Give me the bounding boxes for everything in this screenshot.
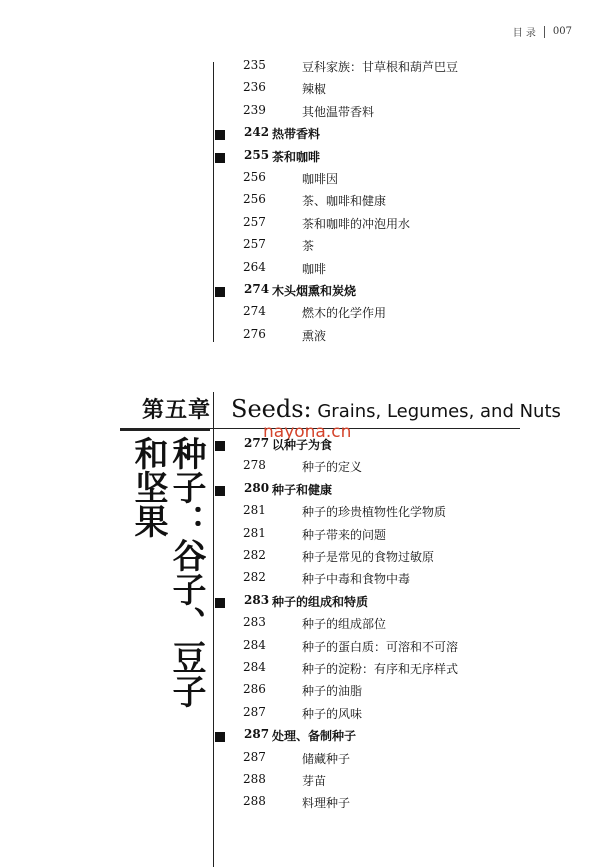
section-bullet-icon [215, 732, 225, 742]
toc-entry-title: 种子是常见的食物过敏原 [302, 550, 435, 564]
toc-entry-title: 芽苗 [302, 774, 327, 788]
toc-entry-title: 豆科家族：甘草根和葫芦巴豆 [302, 60, 459, 74]
toc-entry-title: 茶和咖啡 [272, 149, 321, 164]
toc-entry-title: 以种子为食 [272, 438, 333, 452]
toc-entry [0, 682, 612, 704]
toc-entry-title: 储藏种子 [302, 751, 351, 766]
toc-page-number: 281 [243, 503, 266, 518]
toc-entry-title: 种子中毒和食物中毒 [302, 572, 411, 587]
toc-section-entry [0, 593, 612, 615]
toc-page-number: 257 [243, 237, 266, 252]
toc-page-number: 264 [243, 259, 266, 274]
toc-page-number: 282 [243, 570, 266, 585]
toc-page-number: 284 [243, 660, 266, 674]
toc-entry-title: 种子的蛋白质：可溶和不可溶 [302, 639, 459, 654]
toc-page-number: 242 [244, 125, 270, 140]
header-divider [544, 26, 545, 38]
chapter-title-zh-col2: 和坚果 [128, 436, 168, 538]
toc-page-number: 287 [243, 749, 266, 764]
toc-section-entry [0, 727, 612, 749]
toc-page-number: 282 [243, 548, 266, 562]
toc-entry [0, 170, 612, 192]
toc-entry-title: 种子的组成和特质 [272, 594, 369, 609]
toc-entry [0, 80, 612, 102]
toc-page-number: 283 [243, 615, 266, 630]
toc-entry-title: 种子和健康 [272, 482, 333, 497]
toc-page-number: 284 [243, 637, 266, 652]
toc-entry-title: 种子带来的问题 [302, 527, 387, 542]
toc-page-number: 278 [243, 458, 266, 473]
toc-section-entry [0, 148, 612, 170]
toc-entry-title: 茶和咖啡的冲泡用水 [302, 216, 411, 231]
toc-entry [0, 772, 612, 794]
toc-entry [0, 192, 612, 214]
toc-entry [0, 458, 612, 480]
toc-entry-title: 茶 [302, 239, 315, 254]
toc-page-number: 256 [243, 170, 266, 184]
toc-entry [0, 237, 612, 259]
section-bullet-icon [215, 130, 225, 140]
toc-page-number: 255 [244, 147, 270, 162]
toc-entry [0, 615, 612, 637]
toc-page-number: 287 [244, 727, 270, 742]
chapter-title-zh-col1: 种子：谷子、豆子 [166, 436, 206, 708]
toc-entry [0, 570, 612, 592]
toc-entry [0, 260, 612, 282]
toc-entry-title: 熏液 [302, 328, 327, 343]
toc-section-entry [0, 481, 612, 503]
toc-entry [0, 503, 612, 525]
toc-section-entry [0, 436, 612, 458]
toc-entry [0, 215, 612, 237]
toc-page-number: 236 [243, 80, 266, 95]
toc-page-number: 281 [243, 525, 266, 540]
toc-page-number: 274 [243, 304, 266, 319]
chapter-number: 第五章 [142, 397, 212, 423]
toc-page-number: 276 [243, 326, 266, 341]
toc-entry-title: 木头烟熏和炭烧 [272, 284, 357, 298]
toc-entry [0, 638, 612, 660]
header-section: 目 录 [512, 28, 536, 39]
toc-page-number: 280 [244, 480, 270, 495]
toc-entry [0, 58, 612, 80]
toc-entry [0, 750, 612, 772]
toc-entry-title: 其他温带香料 [302, 104, 375, 119]
toc-section-entry [0, 282, 612, 304]
toc-entry-title: 辣椒 [302, 82, 327, 97]
chapter-divider [213, 392, 214, 428]
toc-page-number: 288 [243, 772, 266, 786]
toc-entry-title: 咖啡 [302, 261, 327, 276]
running-header [513, 24, 572, 39]
toc-page-number: 286 [243, 682, 266, 697]
chapter-rule-accent [120, 428, 210, 431]
toc-page-number: 239 [243, 102, 266, 117]
toc-section-entry [0, 125, 612, 147]
toc-entry [0, 526, 612, 548]
chapter-title-en-first: Seeds: [231, 395, 312, 423]
toc-entry-title: 种子的淀粉：有序和无序样式 [302, 662, 459, 676]
section-bullet-icon [215, 441, 225, 451]
toc-page-number: 257 [243, 214, 266, 229]
section-bullet-icon [215, 486, 225, 496]
chapter-title-en-rest: Grains, Legumes, and Nuts [311, 401, 561, 422]
toc-entry-title: 处理、备制种子 [272, 729, 357, 744]
toc-page-number: 288 [243, 794, 266, 809]
toc-entry-title: 茶、咖啡和健康 [302, 194, 387, 209]
header-page-number: 007 [552, 26, 572, 37]
watermark: nayona.cn [263, 422, 352, 442]
toc-entry-title: 种子的组成部位 [302, 617, 387, 632]
toc-entry [0, 327, 612, 349]
toc-page-number: 287 [243, 704, 266, 719]
toc-entry [0, 705, 612, 727]
toc-entry [0, 794, 612, 816]
toc-page-number: 277 [244, 436, 270, 450]
toc-entry [0, 660, 612, 682]
section-bullet-icon [215, 153, 225, 163]
section-bullet-icon [215, 598, 225, 608]
toc-page-number: 235 [243, 58, 266, 72]
toc-entry [0, 548, 612, 570]
toc-entry-title: 燃木的化学作用 [302, 306, 387, 321]
toc-page-number: 283 [244, 592, 270, 607]
toc-entry [0, 304, 612, 326]
toc-entry-title: 咖啡因 [302, 172, 339, 186]
section-bullet-icon [215, 287, 225, 297]
toc-page-number: 274 [244, 282, 270, 296]
toc-entry-title: 种子的油脂 [302, 684, 363, 699]
toc-page-number: 256 [243, 192, 266, 207]
toc-entry [0, 103, 612, 125]
toc-entry-title: 种子的珍贵植物性化学物质 [302, 505, 447, 520]
toc-entry-title: 种子的定义 [302, 460, 363, 475]
toc-entry-title: 料理种子 [302, 796, 351, 811]
toc-entry-title: 种子的风味 [302, 706, 363, 721]
chapter-title-en [231, 395, 561, 423]
toc-entry-title: 热带香料 [272, 127, 321, 142]
